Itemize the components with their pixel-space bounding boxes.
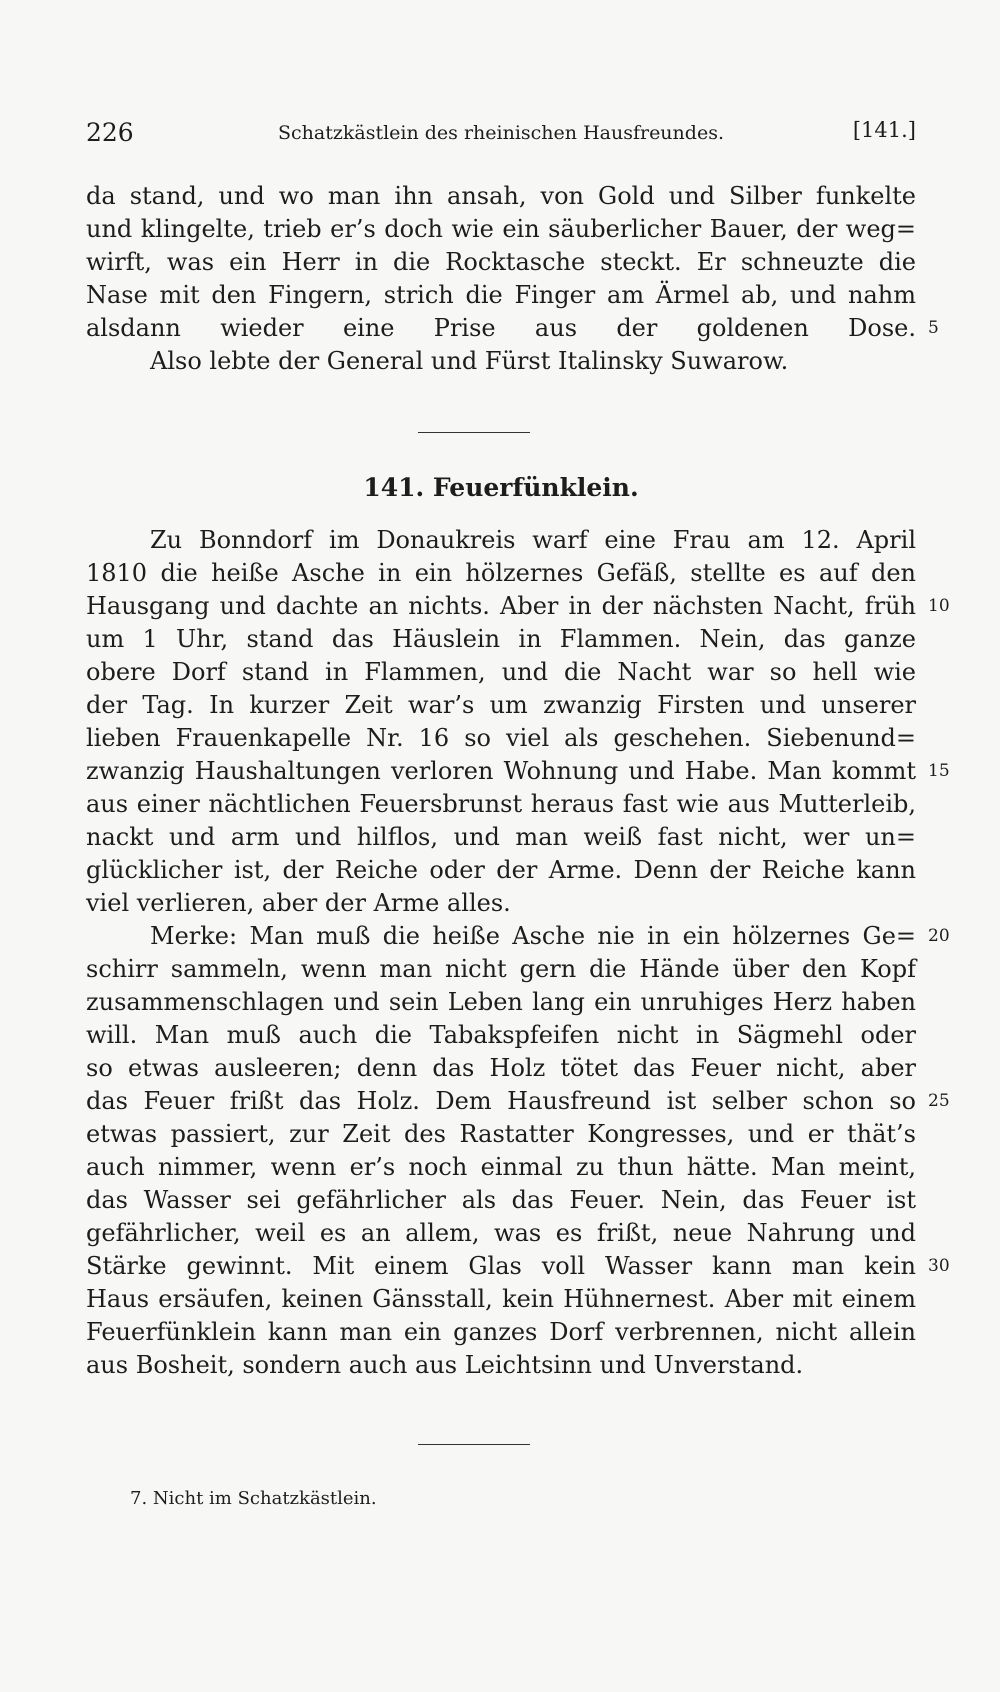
line-text: so etwas ausleeren; denn das Holz tötet das Feuer nicht, aber [86,1054,916,1082]
text-line [86,1316,916,1349]
text-line [86,1052,916,1085]
text-line [86,689,916,722]
section-heading: 141. Feuerfünklein. [363,473,639,502]
footnote: 7. Nicht im Schatzkästlein. [130,1488,377,1509]
text-line [86,986,916,1019]
text-line [86,1184,916,1217]
line-text: wirft, was ein Herr in die Rocktasche steckt. Er schneuzte die [86,248,916,276]
text-line [86,1217,916,1250]
line-text: alsdann wieder eine Prise aus der goldenen Dose. [86,314,916,342]
text-line [86,722,916,755]
text-line [86,312,939,345]
line-text: schirr sammeln, wenn man nicht gern die Hände über den Kopf [86,955,916,983]
text-line [86,345,916,378]
text-line [86,656,916,689]
line-text: viel verlieren, aber der Arme alles. [86,889,511,917]
line-number: 25 [928,1091,950,1111]
text-line [86,1151,916,1184]
line-text: glücklicher ist, der Reiche oder der Arme. Denn der Reiche kann [86,856,916,884]
text-line [86,246,916,279]
paragraph-2 [86,920,950,1382]
line-text: aus einer nächtlichen Feuersbrunst heraus fast wie aus Mutterleib, [86,790,916,818]
text-line [86,557,916,590]
line-text: obere Dorf stand in Flammen, und die Nacht war so hell wie [86,658,916,686]
text-line [86,180,916,213]
text-line [86,821,916,854]
text-line [86,1283,916,1316]
line-text: und klingelte, trieb er’s doch wie ein säuberlicher Bauer, der weg= [86,215,916,243]
line-text: 1810 die heiße Asche in ein hölzernes Gefäß, stellte es auf den [86,559,916,587]
running-head [86,118,916,152]
text-line [86,788,916,821]
section-marker: [141.] [852,118,916,142]
line-text: will. Man muß auch die Tabakspfeifen nicht in Sägmehl oder [86,1021,916,1049]
line-text: Zu Bonndorf im Donaukreis warf eine Frau am 12. April [150,526,916,554]
line-text: das Feuer frißt das Holz. Dem Hausfreund ist selber schon so [86,1087,916,1115]
line-text: Hausgang und dachte an nichts. Aber in der nächsten Nacht, früh [86,592,916,620]
line-number: 30 [928,1256,950,1276]
text-line [86,755,950,788]
text-line [86,524,916,557]
line-text: aus Bosheit, sondern auch aus Leichtsinn und Unverstand. [86,1351,804,1379]
line-text: zwanzig Haushaltungen verloren Wohnung und Habe. Man kommt [86,757,916,785]
line-number: 10 [928,596,950,616]
footnote-divider [418,1444,530,1445]
line-text: etwas passiert, zur Zeit des Rastatter Kongresses, und er thät’s [86,1120,916,1148]
line-number: 20 [928,926,950,946]
text-line [86,623,916,656]
page-number: 226 [86,118,134,147]
text-line [86,1085,950,1118]
line-text: nackt und arm und hilflos, und man weiß fast nicht, wer un= [86,823,916,851]
line-text: Stärke gewinnt. Mit einem Glas voll Wasser kann man kein [86,1252,916,1280]
text-line [86,1349,916,1382]
line-text: um 1 Uhr, stand das Häuslein in Flammen. Nein, das ganze [86,625,916,653]
line-number: 5 [928,318,939,338]
line-text: da stand, und wo man ihn ansah, von Gold und Silber funkelte [86,182,916,210]
text-line [86,1118,916,1151]
line-text: der Tag. In kurzer Zeit war’s um zwanzig Firsten und unserer [86,691,916,719]
text-line [86,920,950,953]
paragraph-1 [86,524,950,920]
line-text: gefährlicher, weil es an allem, was es frißt, neue Nahrung und [86,1219,916,1247]
line-text: das Wasser sei gefährlicher als das Feuer. Nein, das Feuer ist [86,1186,916,1214]
line-text: lieben Frauenkapelle Nr. 16 so viel als geschehen. Siebenund= [86,724,916,752]
text-line [86,887,916,920]
line-text: Haus ersäufen, keinen Gänsstall, kein Hühnernest. Aber mit einem [86,1285,916,1313]
running-title: Schatzkästlein des rheinischen Hausfreundes. [278,122,724,144]
text-line [86,854,916,887]
section-divider [418,432,530,433]
line-text: Also lebte der General und Fürst Italinsky Suwarow. [150,347,789,375]
text-line [86,590,950,623]
text-line [86,213,916,246]
line-text: Merke: Man muß die heiße Asche nie in ein hölzernes Ge= [150,922,916,950]
line-number: 15 [928,761,950,781]
line-text: Feuerfünklein kann man ein ganzes Dorf verbrennen, nicht allein [86,1318,916,1346]
text-line [86,953,916,986]
text-line [86,1250,950,1283]
line-text: zusammenschlagen und sein Leben lang ein unruhiges Herz haben [86,988,916,1016]
line-text: auch nimmer, wenn er’s noch einmal zu thun hätte. Man meint, [86,1153,916,1181]
paragraph-top [86,180,939,378]
line-text: Nase mit den Fingern, strich die Finger am Ärmel ab, und nahm [86,281,916,309]
text-line [86,1019,916,1052]
text-line [86,279,916,312]
